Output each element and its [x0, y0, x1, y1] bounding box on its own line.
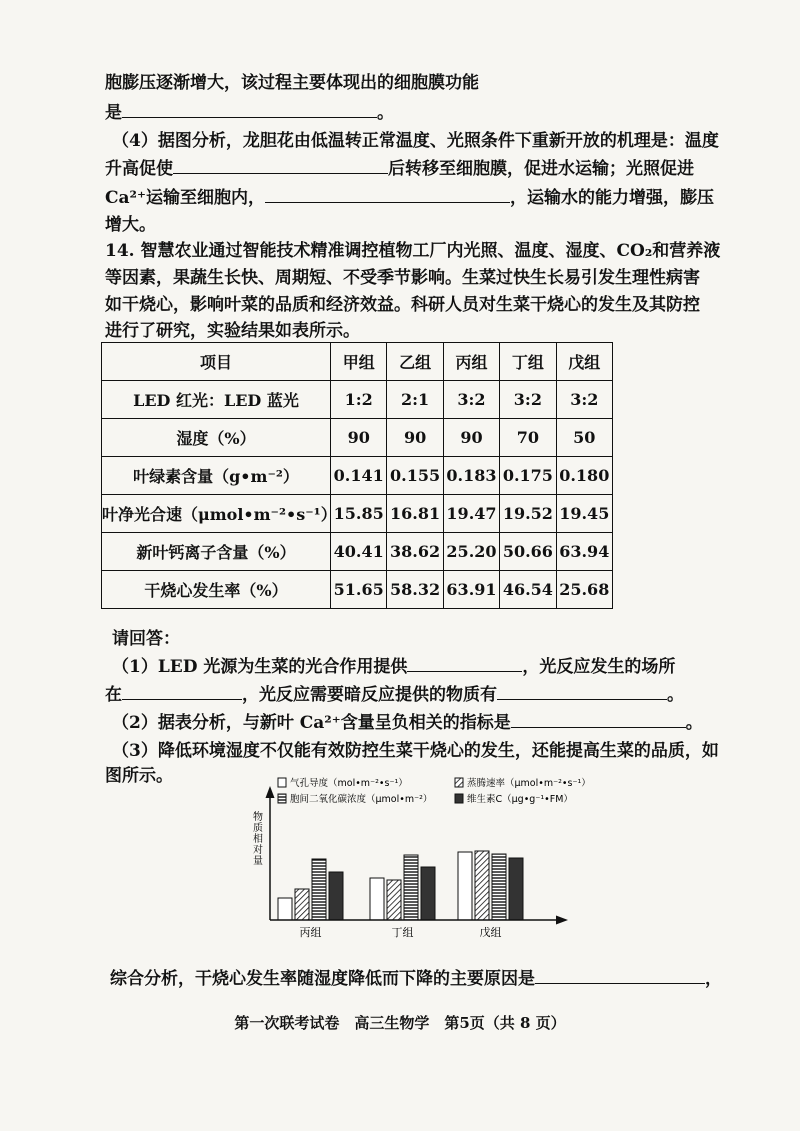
- table-cell: 25.68: [556, 571, 612, 609]
- sub-question-3-line-1: [112, 740, 719, 762]
- table-cell: 90: [387, 419, 443, 457]
- row-label: 叶绿素含量（g•m⁻²）: [102, 457, 331, 495]
- table-cell: 0.183: [443, 457, 499, 495]
- answer-blank[interactable]: [497, 684, 667, 700]
- table-cell: 19.45: [556, 495, 612, 533]
- table-cell: 3:2: [443, 381, 499, 419]
- line-text: Ca²⁺运输至细胞内，: [105, 188, 265, 208]
- line-text: 进行了研究，实验结果如表所示。: [105, 321, 360, 341]
- question-14-line-4: [105, 320, 360, 342]
- line-text: ，光反应需要暗反应提供的物质有: [242, 685, 497, 705]
- sub-question-1-line-1: [112, 656, 675, 678]
- table-cell: 90: [443, 419, 499, 457]
- sub-question-3-line-2: [105, 765, 173, 787]
- legend-swatch: [278, 778, 286, 787]
- question-14-line-2: [105, 267, 700, 289]
- row-label: 叶净光合速（μmol•m⁻²•s⁻¹）: [102, 495, 331, 533]
- table-cell: 25.20: [443, 533, 499, 571]
- line-text: 后转移至细胞膜，促进水运输；光照促进: [388, 159, 694, 179]
- table-cell: 38.62: [387, 533, 443, 571]
- bar: [387, 880, 401, 920]
- table-cell: 0.175: [500, 457, 556, 495]
- bar: [295, 889, 309, 920]
- line-text: 在: [105, 685, 122, 705]
- x-tick-label: 丙组: [299, 926, 322, 939]
- line-text: 。: [667, 685, 684, 705]
- line-text: 请回答：: [112, 629, 180, 649]
- header-group: 戊组: [556, 343, 612, 381]
- question-14-line-3: [105, 294, 700, 316]
- line-text: 综合分析，干烧心发生率随湿度降低而下降的主要原因是: [110, 969, 535, 989]
- row-label: 干烧心发生率（%）: [102, 571, 331, 609]
- line-text: 是: [105, 103, 122, 123]
- answer-blank[interactable]: [173, 158, 388, 174]
- table-cell: 50.66: [500, 533, 556, 571]
- line-text: 等因素，果蔬生长快、周期短、不受季节影响。生菜过快生长易引发生理性病害: [105, 268, 700, 288]
- bar: [475, 851, 489, 920]
- table-cell: 70: [500, 419, 556, 457]
- line-text: 。: [685, 713, 703, 733]
- line-text: （1）LED 光源为生菜的光合作用提供: [112, 657, 408, 677]
- table-cell: 19.52: [500, 495, 556, 533]
- legend-swatch: [455, 794, 463, 803]
- table-cell: 0.180: [556, 457, 612, 495]
- legend-label: 蒸腾速率（μmol•m⁻²•s⁻¹）: [467, 778, 591, 789]
- legend-label: 胞间二氧化碳浓度（μmol•m⁻²）: [290, 794, 433, 805]
- table-cell: 51.65: [331, 571, 387, 609]
- table-cell: 16.81: [387, 495, 443, 533]
- x-tick-label: 丁组: [391, 926, 414, 939]
- experiment-table: [101, 342, 613, 609]
- table-row: [102, 381, 613, 419]
- bar: [421, 867, 435, 920]
- line-text: ，: [705, 969, 722, 989]
- table-cell: 90: [331, 419, 387, 457]
- line-text: 14. 智慧农业通过智能技术精准调控植物工厂内光照、温度、湿度、CO₂和营养液: [105, 241, 721, 261]
- header-group: 乙组: [387, 343, 443, 381]
- answer-blank[interactable]: [407, 656, 522, 672]
- legend-label: 维生素C（μg•g⁻¹•FM）: [467, 794, 573, 805]
- header-group: 丙组: [443, 343, 499, 381]
- table-cell: 19.47: [443, 495, 499, 533]
- table-row: [102, 457, 613, 495]
- table-cell: 1:2: [331, 381, 387, 419]
- x-tick-label: 戊组: [479, 926, 502, 939]
- table-cell: 50: [556, 419, 612, 457]
- row-label: LED 红光：LED 蓝光: [102, 381, 331, 419]
- legend-swatch: [278, 794, 286, 803]
- sub-question-1-line-2: [105, 684, 684, 706]
- table-header-row: [102, 343, 613, 381]
- table-cell: 3:2: [556, 381, 612, 419]
- line-text: ，运输水的能力增强，膨压: [509, 188, 714, 208]
- table-cell: 46.54: [500, 571, 556, 609]
- line-text: （2）据表分析，与新叶 Ca²⁺含量呈负相关的指标是: [112, 713, 511, 733]
- answer-blank[interactable]: [511, 712, 686, 728]
- header-item: 项目: [102, 343, 331, 381]
- table-cell: 0.155: [387, 457, 443, 495]
- bar-chart: [240, 772, 620, 947]
- answer-blank[interactable]: [122, 684, 242, 700]
- table-row: [102, 571, 613, 609]
- text-line-1: [105, 72, 479, 94]
- bar: [492, 854, 506, 920]
- line-text: 胞膨压逐渐增大，该过程主要体现出的细胞膜功能: [105, 73, 479, 93]
- answer-blank[interactable]: [265, 187, 510, 203]
- line-text: （4）据图分析，龙胆花由低温转正常温度、光照条件下重新开放的机理是：温度: [112, 131, 719, 151]
- table-cell: 3:2: [500, 381, 556, 419]
- ask-label: [112, 628, 180, 650]
- line-text: （3）降低环境湿度不仅能有效防控生菜干烧心的发生，还能提高生菜的品质，如: [112, 741, 719, 761]
- line-text: ，光反应发生的场所: [522, 657, 676, 677]
- question-14-line-1: [105, 240, 720, 262]
- table-cell: 63.91: [443, 571, 499, 609]
- table-row: [102, 419, 613, 457]
- question-4-line-4: [105, 214, 156, 236]
- table-cell: 15.85: [331, 495, 387, 533]
- header-group: 丁组: [500, 343, 556, 381]
- bar: [370, 878, 384, 920]
- answer-blank[interactable]: [122, 102, 377, 118]
- line-text: 。: [377, 103, 394, 123]
- bar: [458, 852, 472, 920]
- legend-label: 气孔导度（mol•m⁻²•s⁻¹）: [290, 778, 408, 789]
- table-row: [102, 533, 613, 571]
- row-label: 湿度（%）: [102, 419, 331, 457]
- header-group: 甲组: [331, 343, 387, 381]
- row-label: 新叶钙离子含量（%）: [102, 533, 331, 571]
- bar: [404, 855, 418, 920]
- page-footer: 第一次联考试卷 高三生物学 第5页（共 8 页）: [234, 1014, 566, 1032]
- line-text: 图所示。: [105, 766, 173, 786]
- table-cell: 2:1: [387, 381, 443, 419]
- table-cell: 63.94: [556, 533, 612, 571]
- question-4-line-2: [105, 158, 694, 180]
- table-cell: 40.41: [331, 533, 387, 571]
- line-text: 升高促使: [105, 159, 173, 179]
- y-axis-label: 物质相对量: [253, 812, 263, 867]
- bar: [312, 859, 326, 920]
- answer-blank[interactable]: [535, 968, 705, 984]
- line-text: 如干烧心，影响叶菜的品质和经济效益。科研人员对生菜干烧心的发生及其防控: [105, 295, 700, 315]
- table-cell: 0.141: [331, 457, 387, 495]
- text-line-2: [105, 102, 394, 124]
- bar: [509, 858, 523, 920]
- question-4-line-1: [112, 130, 719, 152]
- sub-question-2: [112, 712, 703, 734]
- question-4-line-3: [105, 187, 714, 209]
- bar: [329, 872, 343, 920]
- table-row: [102, 495, 613, 533]
- table-cell: 58.32: [387, 571, 443, 609]
- bar: [278, 898, 292, 920]
- legend-swatch: [455, 778, 463, 787]
- final-question: [110, 968, 722, 990]
- line-text: 增大。: [105, 215, 156, 235]
